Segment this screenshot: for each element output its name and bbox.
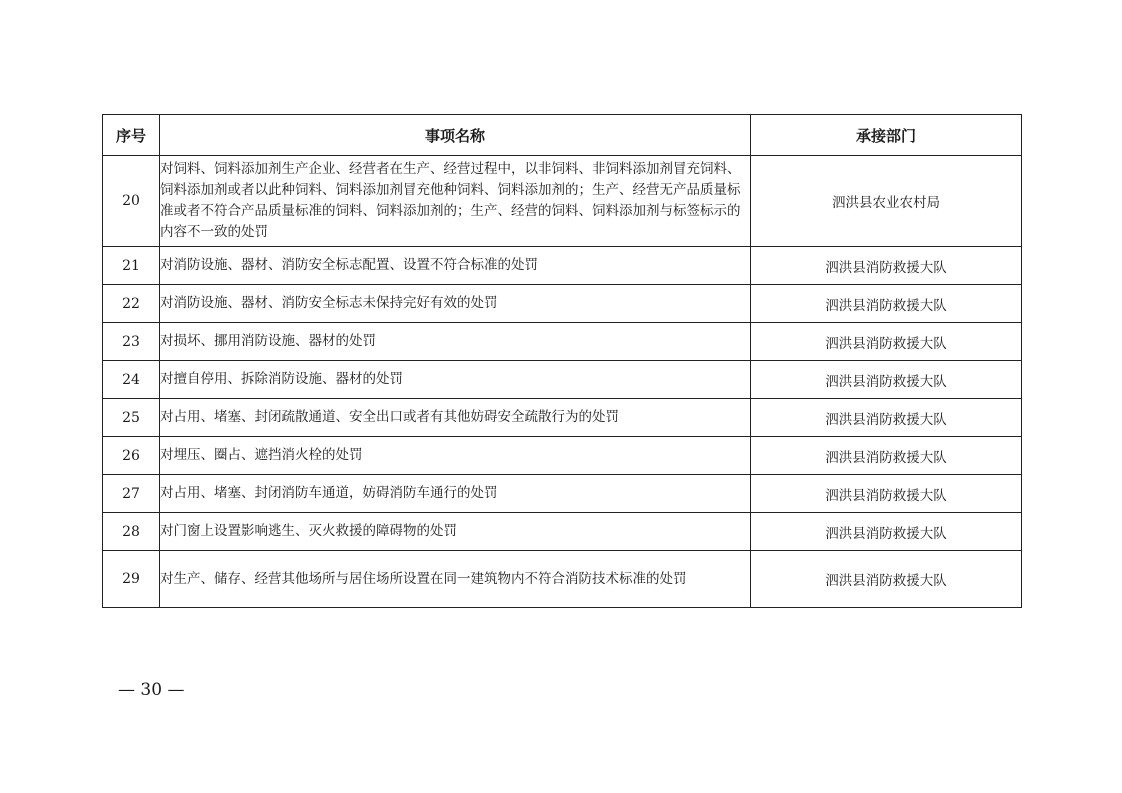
row-item-name: 对消防设施、器材、消防安全标志未保持完好有效的处罚 — [160, 285, 751, 323]
row-item-name: 对损坏、挪用消防设施、器材的处罚 — [160, 323, 751, 361]
row-item-name: 对占用、堵塞、封闭消防车通道，妨碍消防车通行的处罚 — [160, 475, 751, 513]
row-dept: 泗洪县消防救援大队 — [751, 247, 1022, 285]
row-dept: 泗洪县消防救援大队 — [751, 551, 1022, 608]
row-dept: 泗洪县消防救援大队 — [751, 361, 1022, 399]
items-table — [102, 114, 1022, 608]
row-dept: 泗洪县消防救援大队 — [751, 323, 1022, 361]
row-item-name: 对消防设施、器材、消防安全标志配置、设置不符合标准的处罚 — [160, 247, 751, 285]
table-row — [103, 551, 1022, 608]
row-no: 20 — [103, 156, 160, 247]
row-dept: 泗洪县农业农村局 — [751, 156, 1022, 247]
row-no: 26 — [103, 437, 160, 475]
row-no: 25 — [103, 399, 160, 437]
row-dept: 泗洪县消防救援大队 — [751, 513, 1022, 551]
header-name: 事项名称 — [160, 115, 751, 156]
row-no: 27 — [103, 475, 160, 513]
row-item-name: 对占用、堵塞、封闭疏散通道、安全出口或者有其他妨碍安全疏散行为的处罚 — [160, 399, 751, 437]
table-row — [103, 361, 1022, 399]
row-no: 23 — [103, 323, 160, 361]
row-dept: 泗洪县消防救援大队 — [751, 437, 1022, 475]
row-item-name: 对饲料、饲料添加剂生产企业、经营者在生产、经营过程中，以非饲料、非饲料添加剂冒充饲料、饲料添加剂或者以此种饲料、饲料添加剂冒充他种饲料、饲料添加剂的；生产、经营无产品质量标准或者不符合产品质量标准的饲料、饲料添加剂的；生产、经营的饲料、饲料添加剂与标签标示的内容不一致的处罚 — [160, 156, 751, 247]
header-dept: 承接部门 — [751, 115, 1022, 156]
row-item-name: 对门窗上设置影响逃生、灭火救援的障碍物的处罚 — [160, 513, 751, 551]
table-header-row — [103, 115, 1022, 156]
row-item-name: 对埋压、圈占、遮挡消火栓的处罚 — [160, 437, 751, 475]
table-row — [103, 399, 1022, 437]
table-row — [103, 475, 1022, 513]
table-row — [103, 323, 1022, 361]
row-item-name: 对擅自停用、拆除消防设施、器材的处罚 — [160, 361, 751, 399]
row-no: 29 — [103, 551, 160, 608]
row-item-name: 对生产、储存、经营其他场所与居住场所设置在同一建筑物内不符合消防技术标准的处罚 — [160, 551, 751, 608]
row-no: 22 — [103, 285, 160, 323]
page-number: — 30 — — [118, 680, 185, 700]
row-no: 28 — [103, 513, 160, 551]
header-no: 序号 — [103, 115, 160, 156]
row-dept: 泗洪县消防救援大队 — [751, 475, 1022, 513]
table-row — [103, 285, 1022, 323]
row-no: 24 — [103, 361, 160, 399]
table-row — [103, 513, 1022, 551]
row-no: 21 — [103, 247, 160, 285]
table-row — [103, 437, 1022, 475]
row-dept: 泗洪县消防救援大队 — [751, 399, 1022, 437]
row-dept: 泗洪县消防救援大队 — [751, 285, 1022, 323]
table-row — [103, 156, 1022, 247]
table-row — [103, 247, 1022, 285]
